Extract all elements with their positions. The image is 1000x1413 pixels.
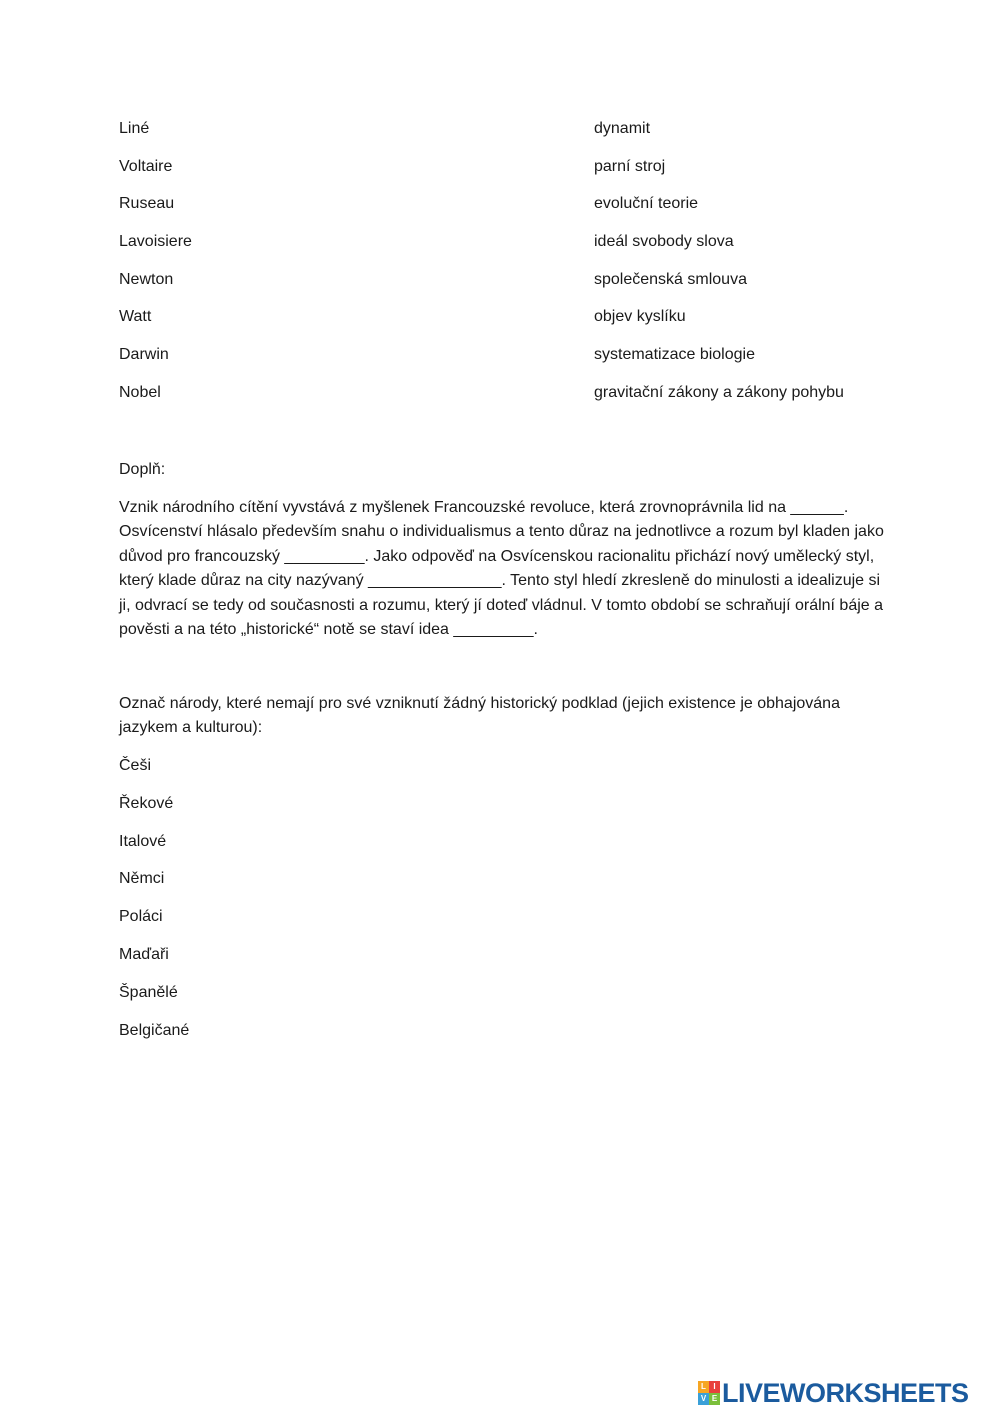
matching-table [119,118,889,420]
person-name[interactable]: Nobel [119,383,161,401]
person-name[interactable]: Ruseau [119,195,175,213]
matching-row [119,118,889,156]
logo-mark-tile: V [698,1393,709,1405]
achievement[interactable]: společenská smlouva [594,270,747,288]
nation-option[interactable]: Němci [119,870,165,888]
matching-row [119,269,889,307]
matching-row [119,306,889,344]
person-name[interactable]: Darwin [119,346,169,364]
nations-prompt: Označ národy, které nemají pro své vzniknutí žádný historický podklad (jejich existence je obhajována jazykem a kulturou): [119,695,840,737]
live-mark-icon [698,1381,720,1405]
logo-mark-tile: I [709,1381,720,1393]
nation-option[interactable]: Řekové [119,794,174,812]
person-name[interactable]: Liné [119,120,150,137]
person-name[interactable]: Voltaire [119,157,173,175]
achievement[interactable]: dynamit [594,120,651,137]
nation-option[interactable]: Belgičané [119,1021,190,1039]
matching-row [119,156,889,194]
nation-option[interactable]: Češi [119,757,152,774]
person-name[interactable]: Watt [119,308,152,326]
achievement[interactable]: gravitační zákony a zákony pohybu [594,383,844,401]
achievement[interactable]: parní stroj [594,157,666,175]
matching-row [119,193,889,231]
achievement[interactable]: evoluční teorie [594,195,699,213]
person-name[interactable]: Lavoisiere [119,233,192,251]
achievement[interactable]: ideál svobody slova [594,233,734,251]
fill-in-heading: Doplň: [119,461,166,478]
liveworksheets-logo[interactable] [698,1380,969,1406]
nation-option[interactable]: Španělé [119,983,178,1001]
nation-option[interactable]: Maďaři [119,945,169,963]
nation-option[interactable]: Poláci [119,908,163,926]
matching-row [119,382,889,420]
matching-row [119,344,889,382]
achievement[interactable]: objev kyslíku [594,308,686,326]
matching-row [119,231,889,269]
person-name[interactable]: Newton [119,270,174,288]
logo-wordmark: LIVEWORKSHEETS [722,1378,969,1408]
logo-mark-tile: L [698,1381,709,1393]
fill-in-paragraph: Vznik národního cítění vyvstává z myšlenek Francouzské revoluce, která zrovnoprávnila lid na ______. Osvícenství hlásalo především snahu o individualismus a tento důraz na jednotlivce a rozum byl kladen jako důvod pro francouzský _________. Jako odpověď na Osvícenskou racionalitu přichází nový umělecký styl, který klade důraz na city nazývaný _______________. Tento styl hledí zkresleně do minulosti a idealizuje si ji, odvrací se tedy od současnosti a rozumu, který jí doteď vládnul. V tomto období se schraňují orální báje a pověsti a na této „historické“ notě se staví idea _________. [119,499,884,639]
logo-mark-tile: E [709,1393,720,1405]
achievement[interactable]: systematizace biologie [594,346,755,364]
nation-option[interactable]: Italové [119,832,167,850]
nations-list [119,755,189,1057]
